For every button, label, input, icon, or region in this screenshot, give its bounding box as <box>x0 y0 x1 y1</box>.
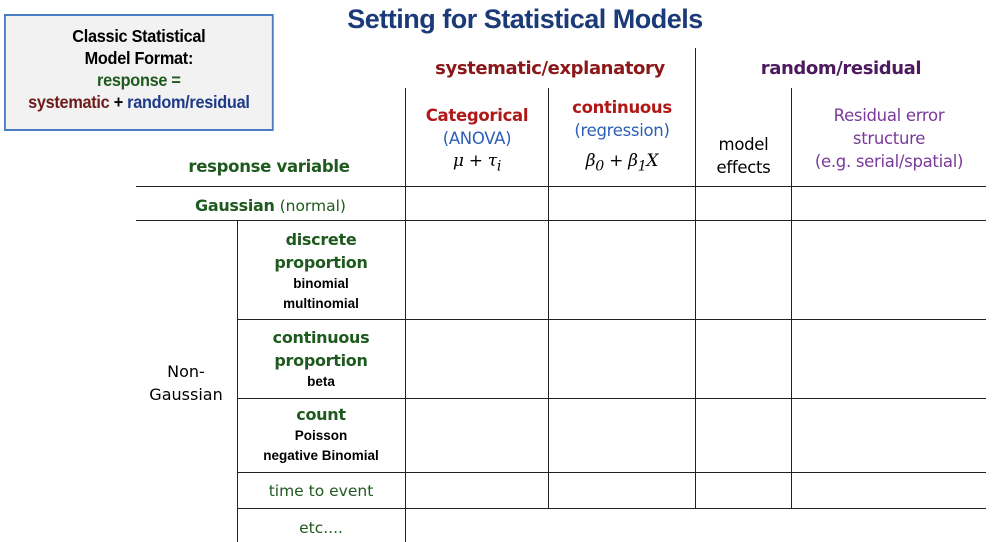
header-random: random/residual <box>760 58 922 79</box>
row-count <box>237 403 405 466</box>
box-line-2: Model Format: <box>84 48 194 68</box>
page-title: Setting for Statistical Models <box>347 4 703 34</box>
non-gaussian-l1: Non- <box>167 362 205 381</box>
col-residual <box>792 104 986 173</box>
box-systematic: systematic <box>28 92 110 112</box>
grid-col-2 <box>548 88 549 508</box>
col-residual-l3: (e.g. serial/spatial) <box>814 152 964 171</box>
count-l2: Poisson <box>294 428 348 443</box>
col-categorical <box>406 104 548 178</box>
row-continuous-proportion <box>237 326 405 392</box>
row-gaussian-bold: Gaussian <box>195 196 275 215</box>
formula-mu-tau: μ + τ <box>452 151 497 171</box>
col-residual-l2: structure <box>852 129 926 148</box>
grid-line-count <box>237 472 986 473</box>
col-model-effects-l1: model <box>718 135 769 154</box>
row-gaussian-rest: (normal) <box>274 197 346 215</box>
discrete-l2: proportion <box>274 253 368 272</box>
col-continuous-name: continuous <box>572 98 672 117</box>
discrete-l1: discrete <box>285 230 357 249</box>
col-continuous-formula <box>549 150 695 178</box>
formula-beta0: β <box>585 151 596 171</box>
row-discrete-proportion <box>237 228 405 314</box>
grid-line-contprop <box>237 398 986 399</box>
grid-line-time <box>237 508 986 509</box>
grid-col-4 <box>791 88 792 508</box>
box-line-1: Classic Statistical <box>72 26 206 46</box>
discrete-l4: multinomial <box>283 296 359 311</box>
grid-col-1 <box>405 88 406 542</box>
formula-beta1: + β <box>604 151 638 171</box>
col-categorical-sub: (ANOVA) <box>442 129 512 148</box>
contprop-l1: continuous <box>272 328 370 347</box>
formula-sub-1: 1 <box>637 158 647 175</box>
col-residual-l1: Residual error <box>833 106 945 125</box>
non-gaussian-l2: Gaussian <box>149 385 223 404</box>
col-categorical-formula <box>406 150 548 178</box>
grid-line-discrete <box>237 319 986 320</box>
col-categorical-name: Categorical <box>425 106 529 125</box>
grid-line-header <box>136 186 986 187</box>
box-line-4 <box>6 91 272 113</box>
col-model-effects-l2: effects <box>716 158 771 177</box>
count-l1: count <box>296 405 346 424</box>
row-gaussian <box>136 194 405 218</box>
contprop-l2: proportion <box>274 351 368 370</box>
grid-col-3 <box>695 48 696 508</box>
box-plus: + <box>109 92 128 112</box>
contprop-l3: beta <box>307 374 335 389</box>
model-format-box <box>4 14 274 131</box>
box-random: random/residual <box>127 92 250 112</box>
row-time-to-event: time to event <box>268 482 374 500</box>
col-continuous <box>549 96 695 178</box>
col-continuous-sub: (regression) <box>574 121 670 140</box>
box-line-3: response = <box>97 70 181 90</box>
discrete-l3: binomial <box>293 276 349 291</box>
count-l3: negative Binomial <box>263 448 379 463</box>
formula-sub-0: 0 <box>595 158 605 175</box>
grid-line-gaussian <box>136 220 986 221</box>
row-non-gaussian <box>136 360 236 406</box>
response-variable-label: response variable <box>188 157 350 176</box>
row-etc: etc.... <box>299 519 343 537</box>
formula-x: X <box>646 151 659 171</box>
formula-sub-i: i <box>496 158 502 175</box>
header-systematic: systematic/explanatory <box>435 58 665 79</box>
col-model-effects <box>696 133 791 179</box>
